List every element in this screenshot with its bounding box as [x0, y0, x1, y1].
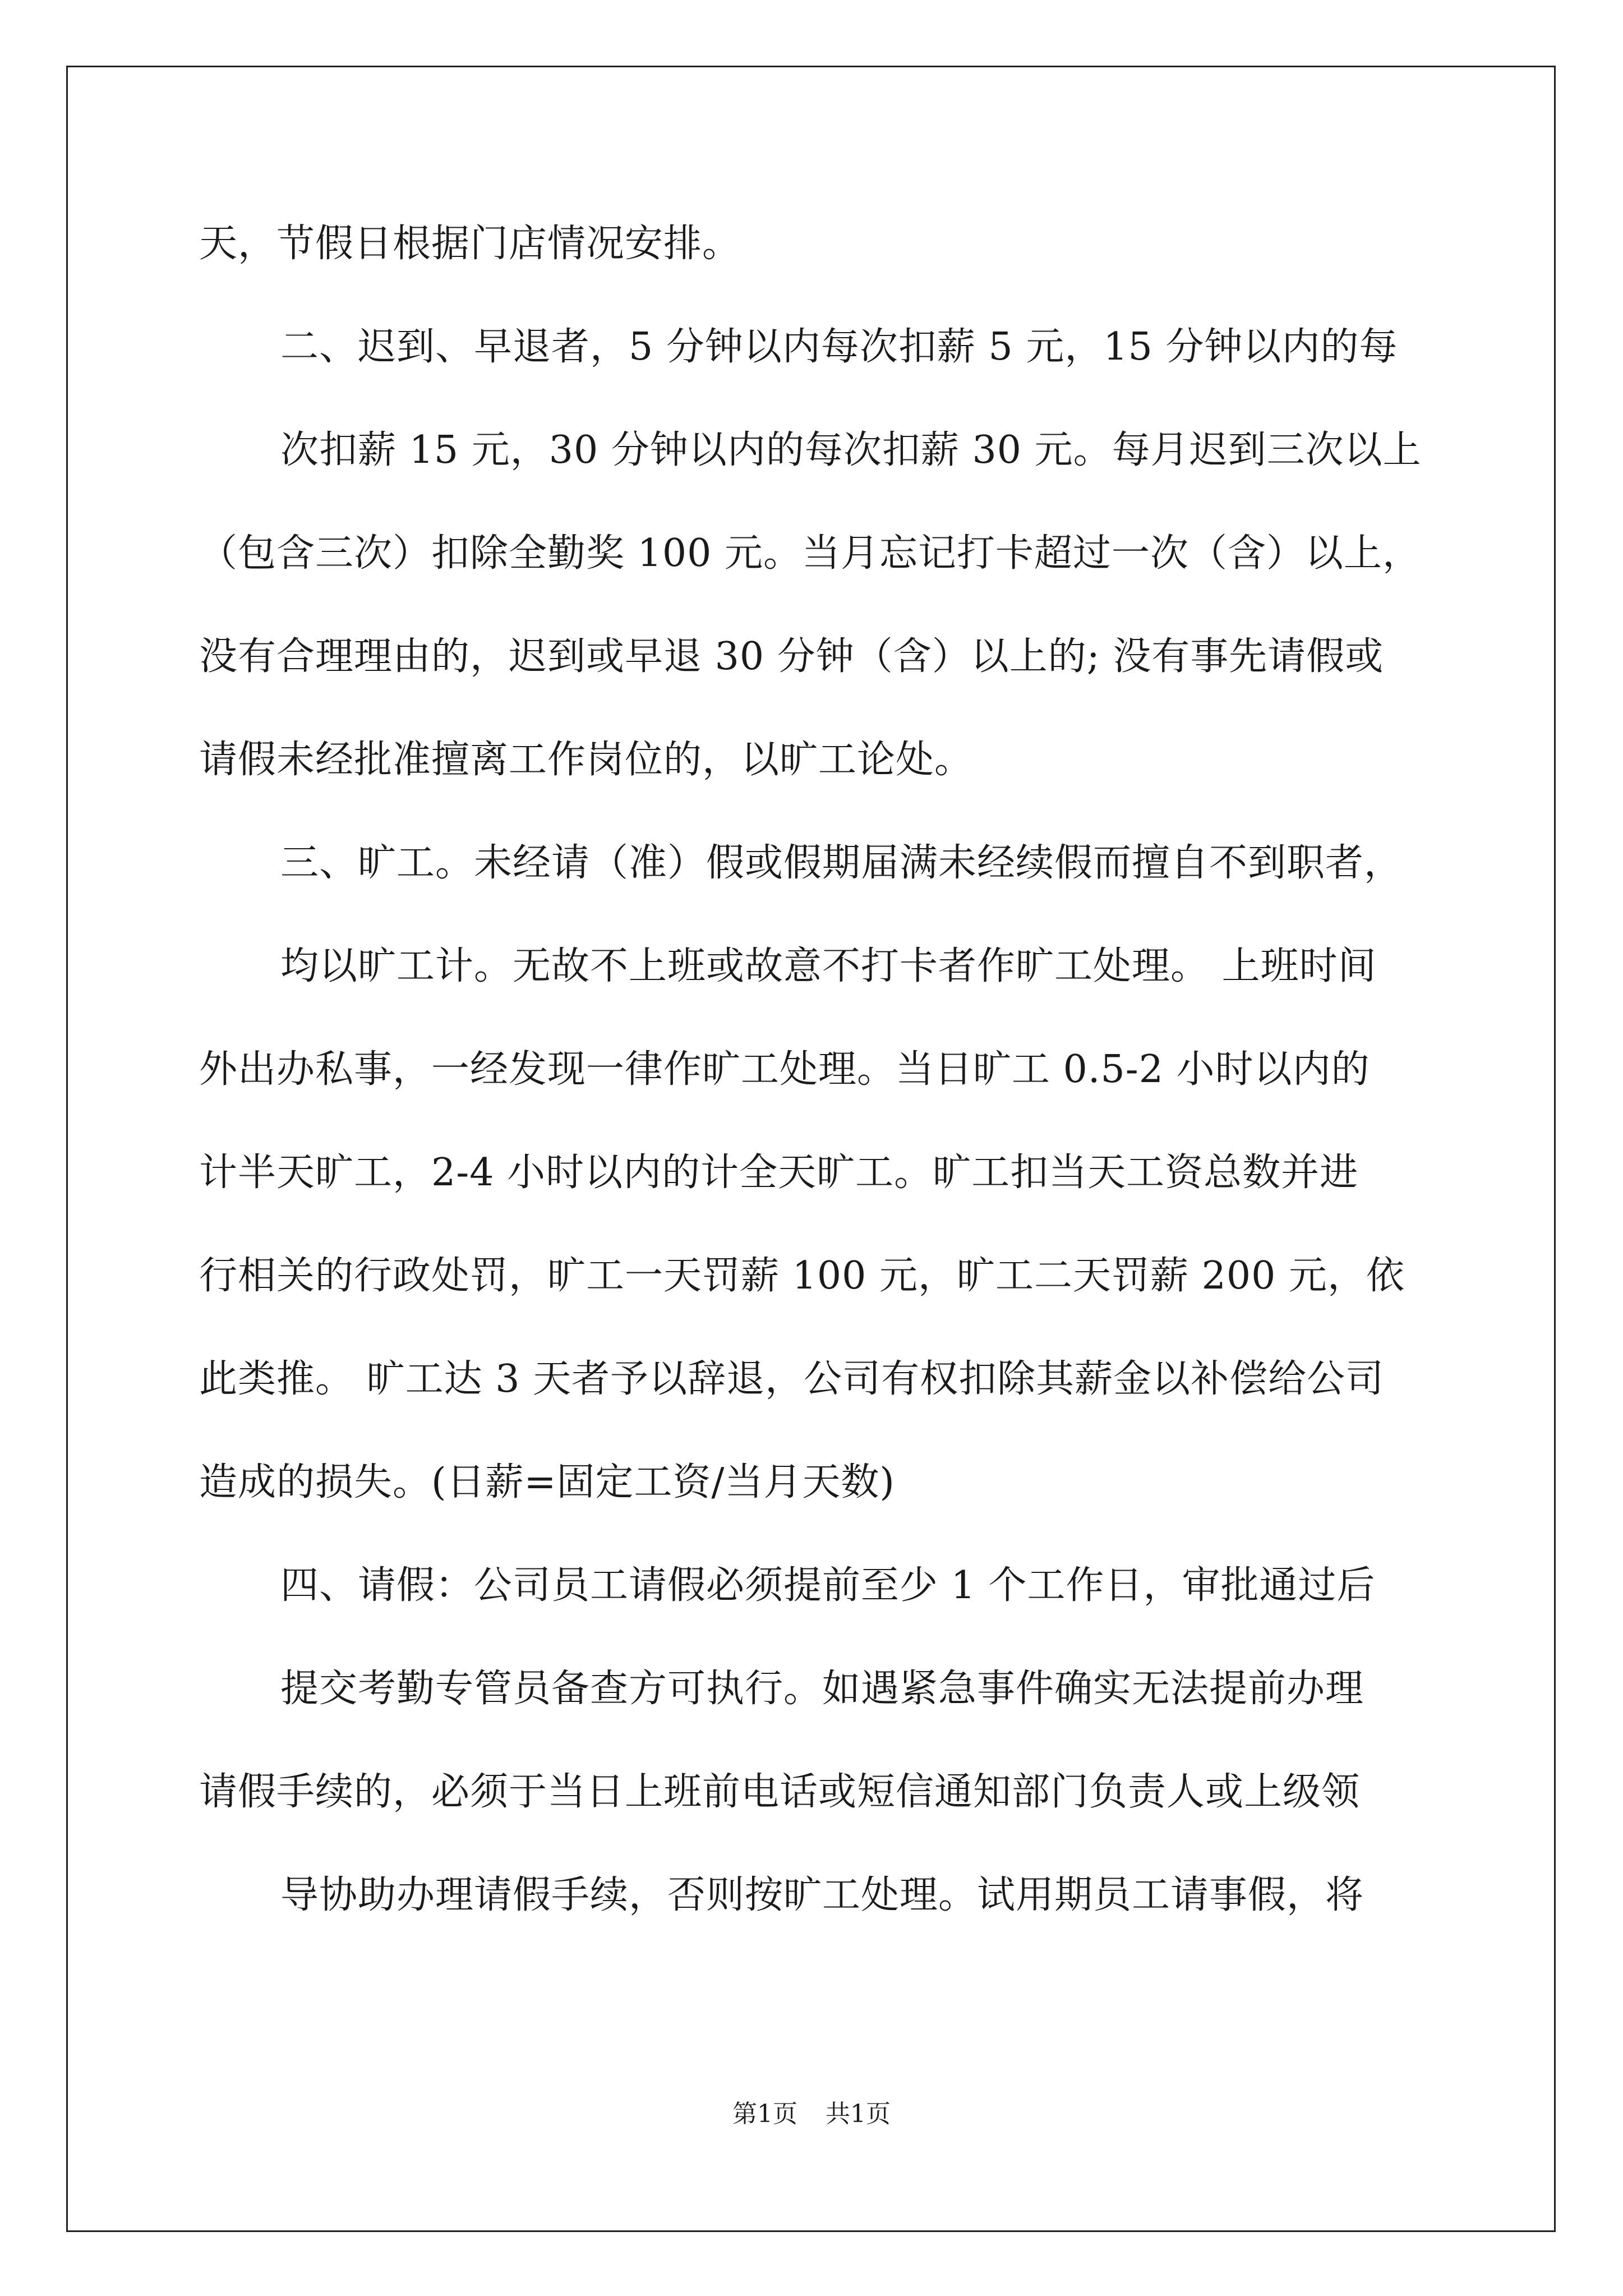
text-line: 此类推。 旷工达 3 天者予以辞退，公司有权扣除其薪金以补偿给公司: [199, 1357, 1385, 1401]
text-line: 没有合理理由的，迟到或早退 30 分钟（含）以上的; 没有事先请假或: [199, 634, 1384, 679]
page-footer: [0, 2099, 1623, 2130]
text-line: 天，节假日根据门店情况安排。: [199, 222, 741, 266]
text-line: 行相关的行政处罚，旷工一天罚薪 100 元，旷工二天罚薪 200 元，依: [199, 1254, 1405, 1298]
text-line: 四、请假：公司员工请假必须提前至少 1 个工作日，审批通过后: [280, 1563, 1376, 1608]
text-line: 次扣薪 15 元，30 分钟以内的每次扣薪 30 元。每月迟到三次以上: [280, 428, 1422, 472]
text-line: 均以旷工计。无故不上班或故意不打卡者作旷工处理。 上班时间: [280, 944, 1377, 988]
text-line: 请假手续的，必须于当日上班前电话或短信通知部门负责人或上级领: [199, 1770, 1361, 1814]
text-line: 二、迟到、早退者，5 分钟以内每次扣薪 5 元，15 分钟以内的每: [280, 325, 1398, 369]
text-line: 提交考勤专管员备查方可执行。如遇紧急事件确实无法提前办理: [280, 1667, 1364, 1711]
text-line: 计半天旷工，2-4 小时以内的计全天旷工。旷工扣当天工资总数并进: [199, 1151, 1359, 1195]
text-line: （包含三次）扣除全勤奖 100 元。当月忘记打卡超过一次（含）以上，: [199, 531, 1422, 576]
text-line: 三、旷工。未经请（准）假或假期届满未经续假而擅自不到职者，: [280, 841, 1403, 885]
page-total: 共1页: [826, 2100, 891, 2128]
text-line: 外出办私事，一经发现一律作旷工处理。当日旷工 0.5-2 小时以内的: [199, 1047, 1370, 1092]
text-line: 造成的损失。(日薪=固定工资/当月天数): [199, 1460, 895, 1504]
text-line: 导协助办理请假手续，否则按旷工处理。试用期员工请事假，将: [280, 1873, 1364, 1917]
page-number: 第1页: [732, 2100, 797, 2128]
text-line: 请假未经批准擅离工作岗位的，以旷工论处。: [199, 738, 974, 782]
